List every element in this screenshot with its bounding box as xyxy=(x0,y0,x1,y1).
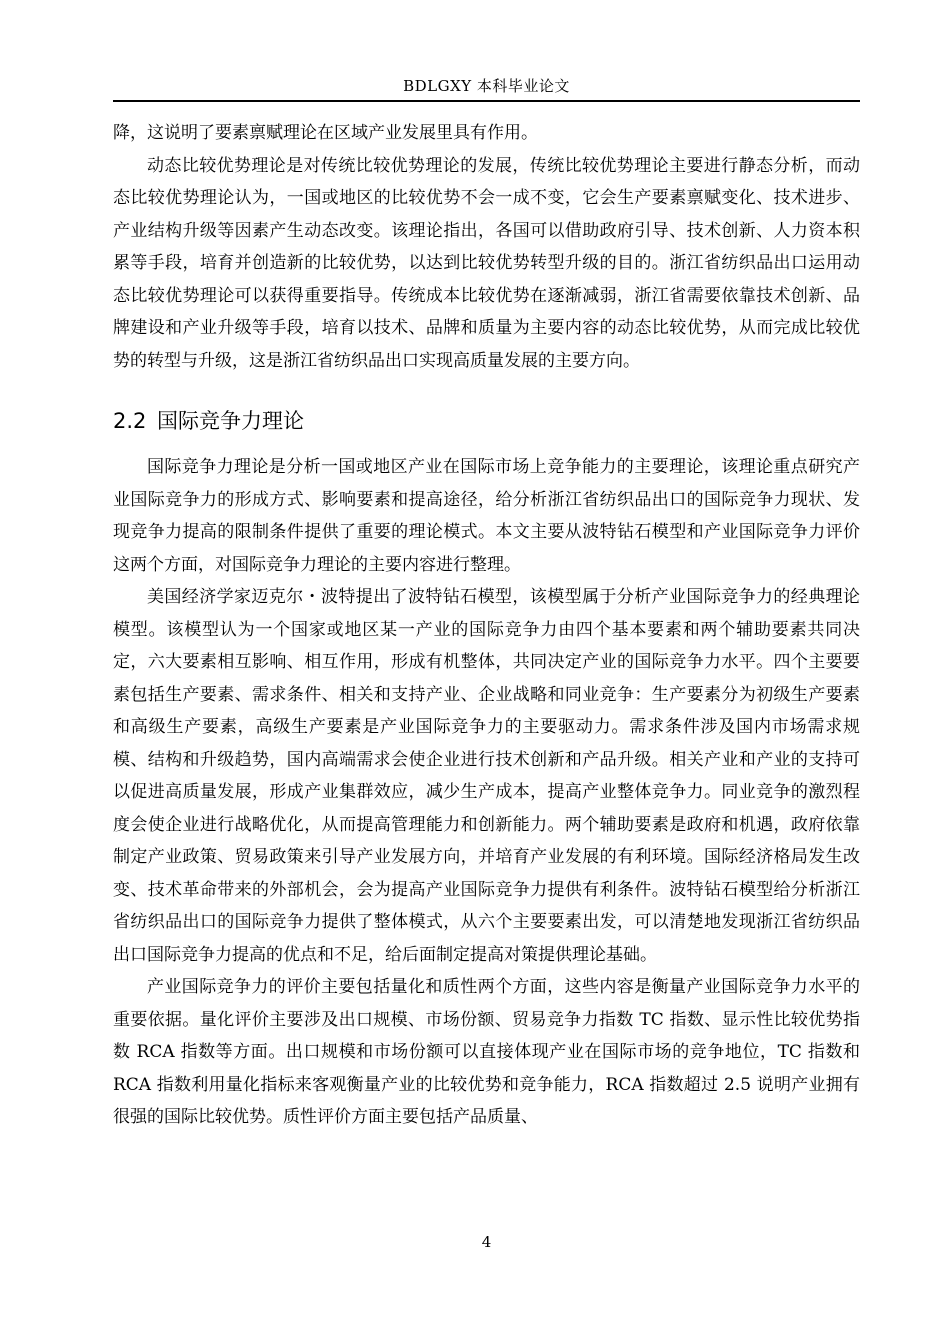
paragraph-porter-diamond: 美国经济学家迈克尔・波特提出了波特钻石模型，该模型属于分析产业国际竞争力的经典理论模型。该模型认为一个国家或地区某一产业的国际竞争力由四个基本要素和两个辅助要素共同决定，六大要素相互影响、相互作用，形成有机整体，共同决定产业的国际竞争力水平。四个主要要素包括生产要素、需求条件、相关和支持产业、企业战略和同业竞争：生产要素分为初级生产要素和高级生产要素，高级生产要素是产业国际竞争力的主要驱动力。需求条件涉及国内市场需求规模、结构和升级趋势，国内高端需求会使企业进行技术创新和产品升级。相关产业和产业的支持可以促进高质量发展，形成产业集群效应，减少生产成本，提高产业整体竞争力。同业竞争的激烈程度会使企业进行战略优化，从而提高管理能力和创新能力。两个辅助要素是政府和机遇，政府依靠制定产业政策、贸易政策来引导产业发展方向，并培育产业发展的有利环境。国际经济格局发生改变、技术革命带来的外部机会，会为提高产业国际竞争力提供有利条件。波特钻石模型给分析浙江省纺织品出口的国际竞争力提供了整体模式，从六个主要要素出发，可以清楚地发现浙江省纺织品出口国际竞争力提高的优点和不足，给后面制定提高对策提供理论基础。 xyxy=(113,587,860,965)
paragraph-continued: 降，这说明了要素禀赋理论在区域产业发展里具有作用。 xyxy=(113,123,538,143)
section-number: 2.2 xyxy=(113,409,147,433)
header-divider xyxy=(113,100,860,102)
paragraph-evaluation: 产业国际竞争力的评价主要包括量化和质性两个方面，这些内容是衡量产业国际竞争力水平的重要依据。量化评价主要涉及出口规模、市场份额、贸易竞争力指数 TC 指数、显示性比较优势指数 RCA 指数等方面。出口规模和市场份额可以直接体现产业在国际市场的竞争地位，TC 指数和 RCA 指数利用量化指标来客观衡量产业的比较优势和竞争能力，RCA 指数超过 2.5 说明产业拥有很强的国际比较优势。质性评价方面主要包括产品质量、 xyxy=(113,977,860,1127)
paragraph-competitiveness-intro: 国际竞争力理论是分析一国或地区产业在国际市场上竞争能力的主要理论，该理论重点研究产业国际竞争力的形成方式、影响要素和提高途径，给分析浙江省纺织品出口的国际竞争力现状、发现竞争力提高的限制条件提供了重要的理论模式。本文主要从波特钻石模型和产业国际竞争力评价这两个方面，对国际竞争力理论的主要内容进行整理。 xyxy=(113,457,860,575)
section-heading xyxy=(113,403,860,439)
body-content xyxy=(113,117,860,1134)
running-header: BDLGXY 本科毕业论文 xyxy=(403,77,570,95)
page-number: 4 xyxy=(481,1233,492,1251)
paragraph-dynamic-advantage: 动态比较优势理论是对传统比较优势理论的发展，传统比较优势理论主要进行静态分析，而动态比较优势理论认为，一国或地区的比较优势不会一成不变，它会生产要素禀赋变化、技术进步、产业结构升级等因素产生动态改变。该理论指出，各国可以借助政府引导、技术创新、人力资本积累等手段，培育并创造新的比较优势，以达到比较优势转型升级的目的。浙江省纺织品出口运用动态比较优势理论可以获得重要指导。传统成本比较优势在逐渐减弱，浙江省需要依靠技术创新、品牌建设和产业升级等手段，培育以技术、品牌和质量为主要内容的动态比较优势，从而完成比较优势的转型与升级，这是浙江省纺织品出口实现高质量发展的主要方向。 xyxy=(113,155,860,371)
section-title: 国际竞争力理论 xyxy=(157,409,304,433)
